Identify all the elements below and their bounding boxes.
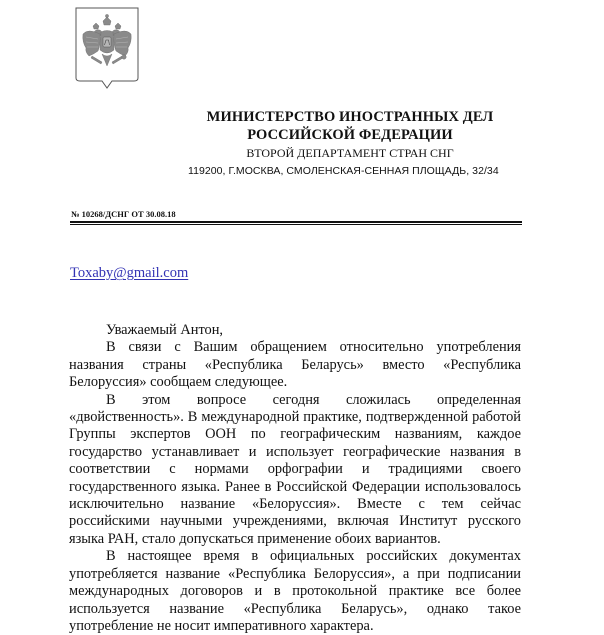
letter-paragraph: В этом вопросе сегодня сложилась определенная «двойственность». В международной практике, подтвержденной работой Группы экспертов ООН по географическим названиям, каждое государство устанавливает и использует географические названия в соответствии с нормами орфографии и традициями своего государственного языка. Ранее в Российской Федерации использовалось исключительно название «Белоруссия». Вместе с тем сейчас российскими научными учреждениями, включая Институт русского языка РАН, стало допускаться применение обоих вариантов. bbox=[69, 391, 521, 547]
department-name: ВТОРОЙ ДЕПАРТАМЕНТ СТРАН СНГ bbox=[246, 146, 454, 160]
recipient-email-link[interactable]: Toxaby@gmail.com bbox=[70, 265, 189, 281]
letter-paragraph: В настоящее время в официальных российских документах употребляется название «Республика Белоруссия», а при подписании международных договоров и в протокольной практике все более используется название «Республика Беларусь», однако такое употребление не носит императивного характера. bbox=[69, 548, 521, 634]
letter-body bbox=[69, 322, 521, 635]
russian-coat-of-arms-icon bbox=[74, 4, 140, 92]
double-rule-divider bbox=[70, 221, 522, 225]
ministry-address: 119200, Г.МОСКВА, СМОЛЕНСКАЯ-СЕННАЯ ПЛОЩАДЬ, 32/34 bbox=[188, 165, 499, 177]
letter-greeting: Уважаемый Антон, bbox=[106, 322, 224, 338]
reference-number: № 10268/ДСНГ ОТ 30.08.18 bbox=[71, 209, 176, 219]
reference-block bbox=[70, 209, 522, 225]
ministry-name-line-1: МИНИСТЕРСТВО ИНОСТРАННЫХ ДЕЛ bbox=[206, 109, 494, 125]
letterhead bbox=[170, 108, 530, 162]
letter-paragraph: В связи с Вашим обращением относительно употребления названия страны «Республика Беларусь» вместо «Республика Белоруссия» сообщаем следующее. bbox=[69, 339, 521, 391]
ministry-name-line-2: РОССИЙСКОЙ ФЕДЕРАЦИИ bbox=[247, 127, 453, 143]
